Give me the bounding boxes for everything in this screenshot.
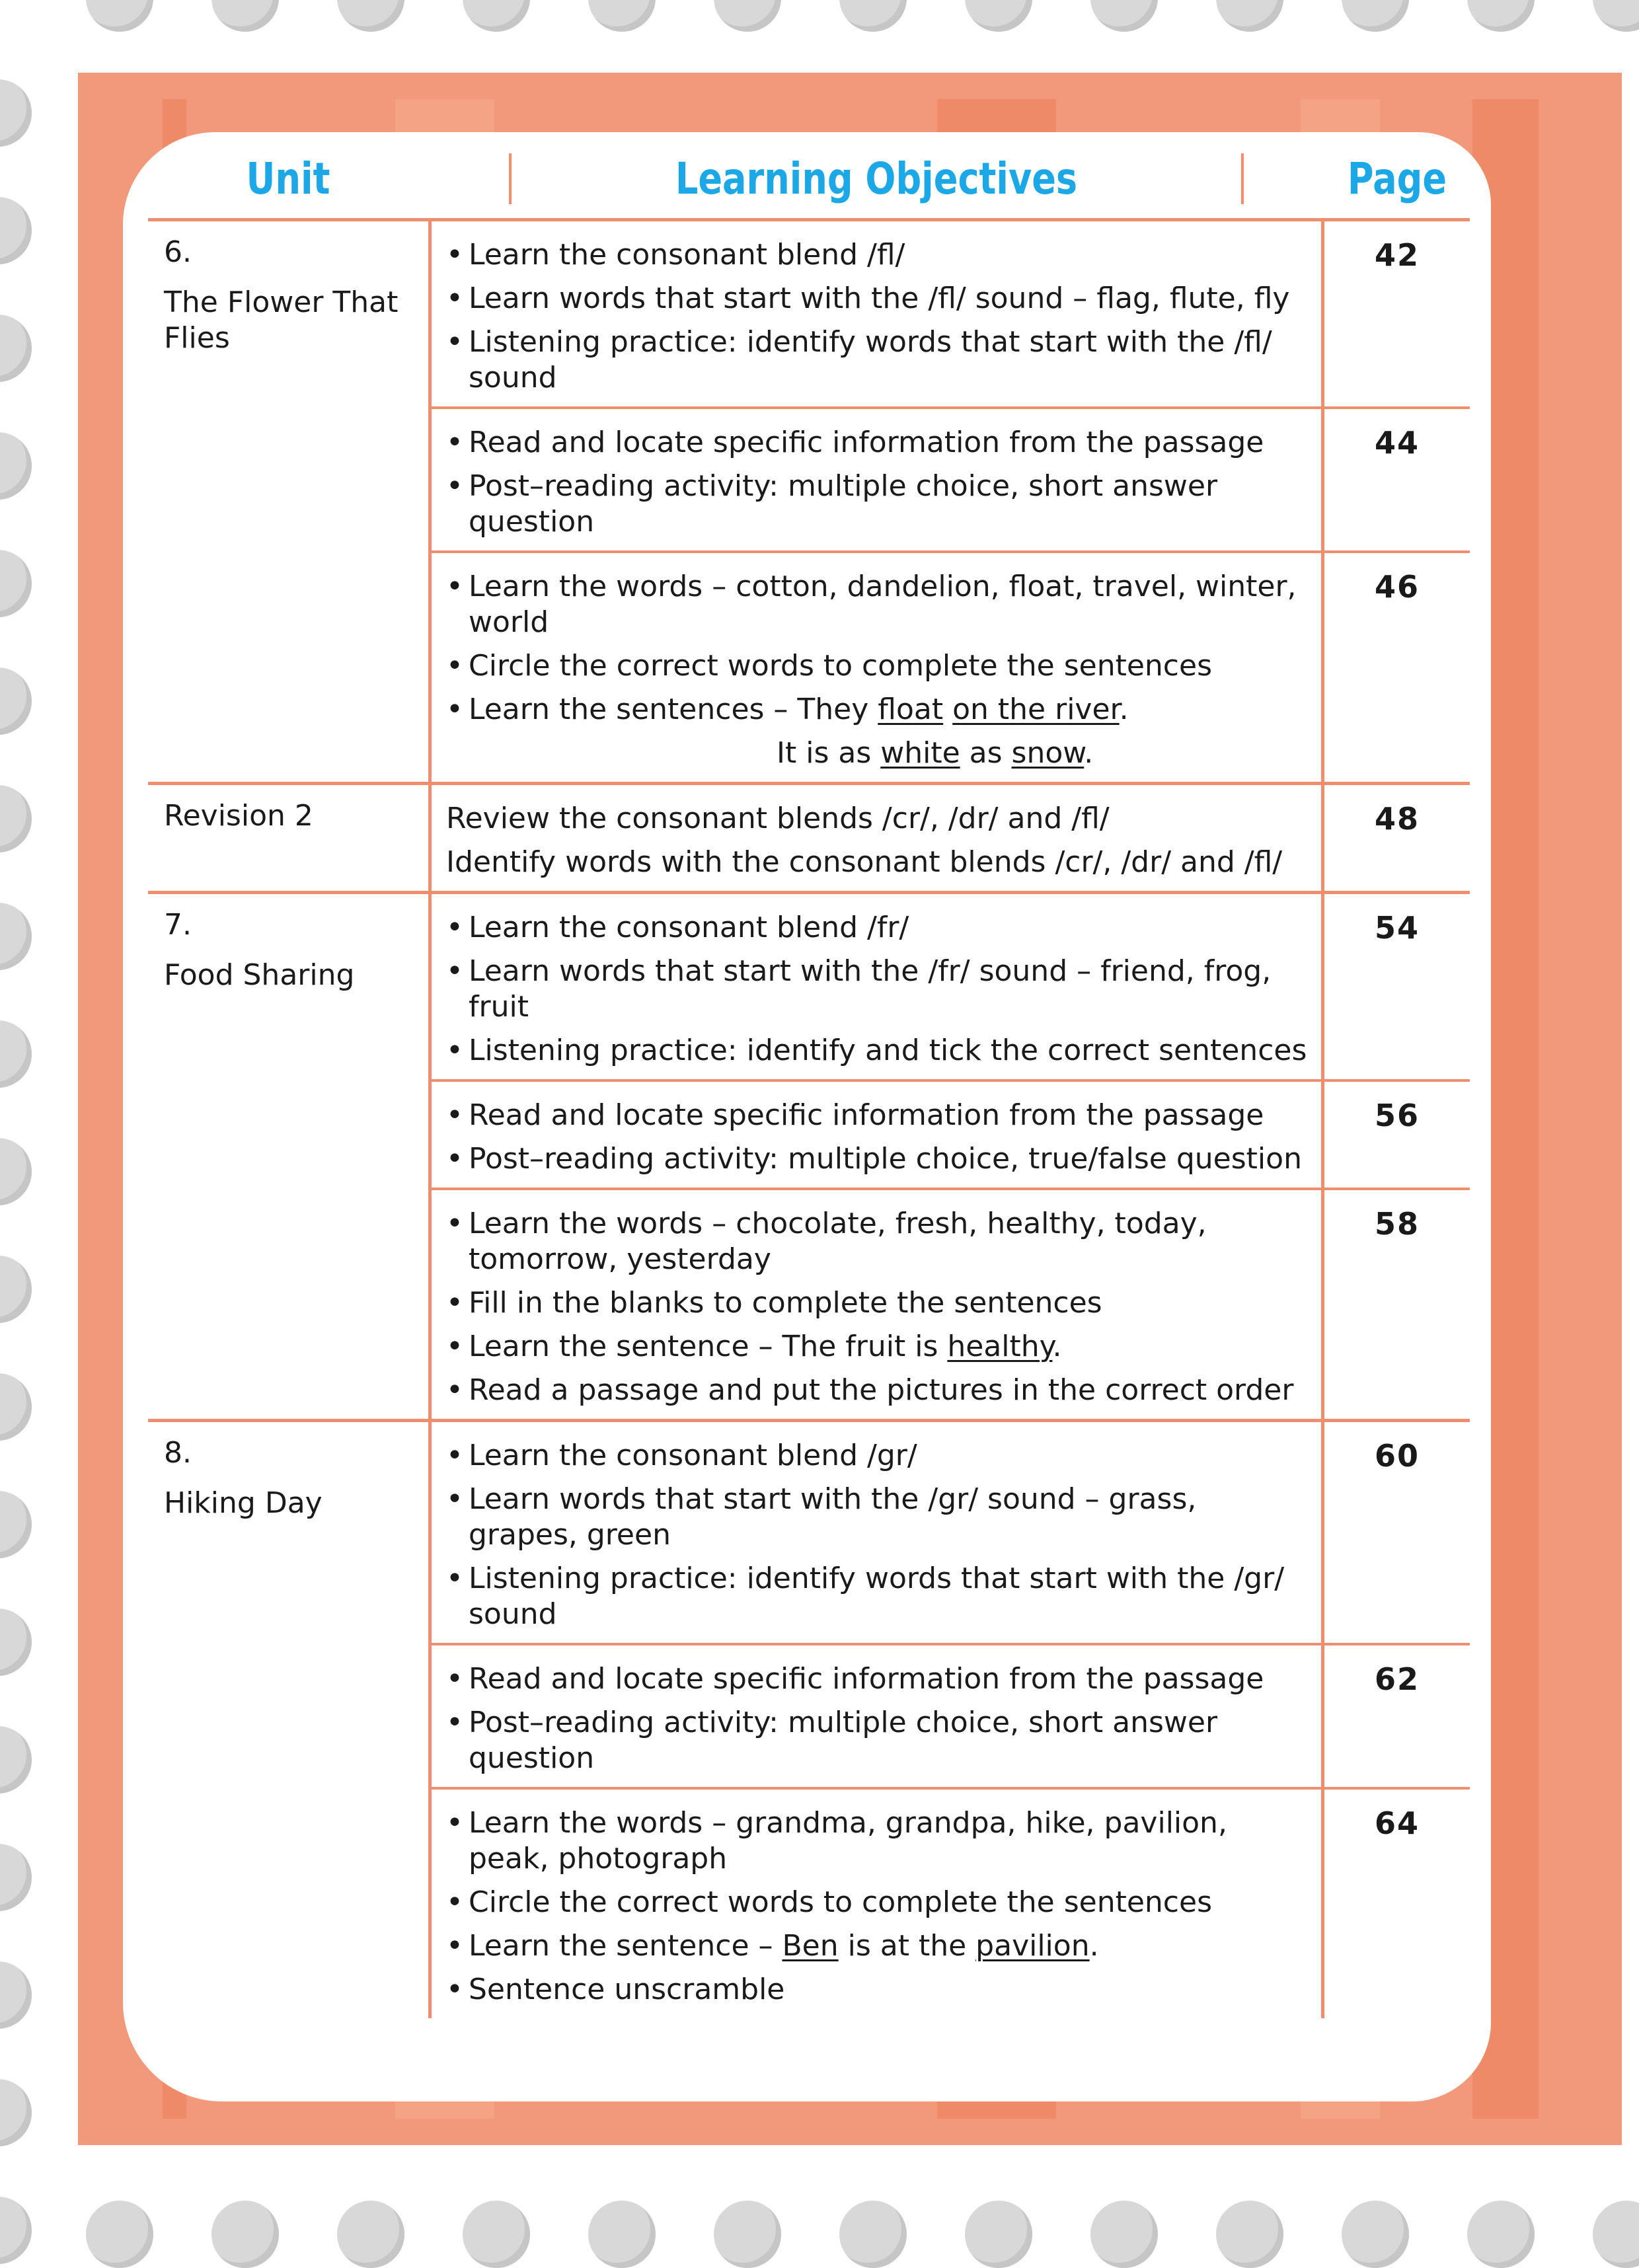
bullet-icon: •	[446, 426, 463, 459]
decorative-dot	[0, 1608, 32, 1676]
unit-title: Revision 2	[164, 799, 313, 833]
objective-text: Learn the words – grandma, grandpa, hike, pavilion, peak, photograph	[469, 1806, 1227, 1875]
objective-item	[446, 1805, 1312, 1877]
objective-text: Learn words that start with the /fl/ sound – flag, flute, fly	[469, 282, 1290, 315]
bullet-icon: •	[446, 1142, 463, 1176]
sentence-item	[446, 1928, 1312, 1964]
objective-item	[446, 910, 1312, 946]
decorative-dot	[0, 2197, 32, 2264]
decorative-dot	[588, 2201, 656, 2268]
bullet-icon: •	[446, 1286, 463, 1320]
page-number: 48	[1374, 801, 1420, 837]
decorative-dot	[1090, 2201, 1158, 2268]
objective-item	[446, 237, 1312, 273]
objective-text: Listening practice: identify words that start with the /gr/ sound	[469, 1562, 1285, 1631]
decorative-dot	[1342, 0, 1409, 32]
bullet-icon: •	[446, 649, 463, 683]
decorative-dot	[211, 2201, 279, 2268]
decorative-dot	[1342, 2201, 1409, 2268]
decorative-dot	[0, 2079, 32, 2146]
underlined-word: healthy	[947, 1330, 1053, 1363]
decorative-dot	[0, 79, 32, 147]
objective-item	[446, 648, 1312, 684]
decorative-dot	[839, 0, 907, 32]
decorative-dot	[1593, 2201, 1639, 2268]
page-number: 42	[1374, 237, 1420, 273]
objectives-group	[428, 221, 1470, 782]
page-number: 62	[1374, 1661, 1420, 1697]
objectives-heading: Learning Objectives	[509, 153, 1244, 204]
unit-cell	[148, 221, 428, 782]
underlined-word: on the river	[952, 693, 1120, 726]
decorative-dot	[0, 1020, 32, 1088]
bullet-icon: •	[446, 325, 463, 359]
decorative-dot	[463, 0, 530, 32]
bullet-icon: •	[446, 1706, 463, 1739]
objective-item	[446, 569, 1312, 640]
decorative-dot	[0, 550, 32, 617]
bullet-icon: •	[446, 954, 463, 988]
objectives-cell	[428, 1422, 1324, 1643]
objective-item	[446, 1285, 1312, 1321]
decorative-dot	[0, 1256, 32, 1323]
objective-text: Listening practice: identify words that start with the /fl/ sound	[469, 325, 1272, 395]
sentence-item	[446, 736, 1312, 771]
objective-text: Post–reading activity: multiple choice, short answer question	[469, 1706, 1218, 1775]
objective-text: Circle the correct words to complete the sentences	[469, 1885, 1212, 1919]
bullet-icon: •	[446, 469, 463, 503]
lesson-row	[428, 553, 1470, 782]
page-number: 60	[1374, 1438, 1420, 1474]
objective-text: It is as white as snow.	[777, 736, 1094, 770]
bullet-icon: •	[446, 693, 463, 726]
objectives-cell	[428, 1190, 1324, 1419]
objective-text: Learn words that start with the /fr/ sound – friend, frog, fruit	[469, 954, 1272, 1024]
objective-item	[446, 1705, 1312, 1776]
unit-title: Food Sharing	[164, 958, 355, 992]
lesson-row	[428, 785, 1470, 891]
decorative-dot	[1467, 2201, 1535, 2268]
decorative-dot	[839, 2201, 907, 2268]
decorative-dot	[1593, 0, 1639, 32]
objective-item	[446, 281, 1312, 317]
objective-item	[446, 425, 1312, 461]
objective-text: Post–reading activity: multiple choice, true/false question	[469, 1142, 1302, 1176]
objective-text: Learn the consonant blend /fl/	[469, 238, 905, 272]
unit-number: 7.	[164, 908, 192, 942]
objective-item: Identify words with the consonant blends /cr/, /dr/ and /fl/	[446, 845, 1283, 879]
lesson-row	[428, 1790, 1470, 2018]
objective-item	[446, 954, 1312, 1025]
objective-item	[446, 1885, 1312, 1920]
objective-item	[446, 1438, 1312, 1474]
unit-row	[148, 221, 1470, 785]
objectives-cell	[428, 221, 1324, 406]
objective-text: Learn the words – cotton, dandelion, float, travel, winter, world	[469, 570, 1297, 639]
objective-item	[446, 1972, 1312, 2008]
objective-item	[446, 1373, 1312, 1408]
lesson-row	[428, 1422, 1470, 1645]
decorative-dot	[0, 667, 32, 735]
contents-table	[148, 139, 1470, 2018]
decorative-dot	[0, 1844, 32, 1911]
objective-item: Review the consonant blends /cr/, /dr/ and /fl/	[446, 802, 1110, 835]
decorative-dot	[0, 1726, 32, 1794]
objective-text: Learn words that start with the /gr/ sound – grass, grapes, green	[469, 1482, 1197, 1552]
objective-item	[446, 1098, 1312, 1133]
objective-text: Learn the consonant blend /gr/	[469, 1439, 917, 1472]
objective-text: Learn the sentence – The fruit is healthy.	[469, 1330, 1062, 1363]
unit-cell	[148, 785, 428, 891]
objective-text: Sentence unscramble	[469, 1973, 785, 2006]
bullet-icon: •	[446, 1885, 463, 1919]
bullet-icon: •	[446, 570, 463, 603]
unit-row	[148, 785, 1470, 894]
decorative-dot	[1467, 0, 1535, 32]
underlined-word: float	[878, 693, 944, 726]
objective-item	[446, 1661, 1312, 1697]
underlined-word: snow	[1011, 736, 1085, 770]
lesson-row	[428, 221, 1470, 409]
unit-title: The Flower That Flies	[164, 285, 399, 355]
unit-number: 6.	[164, 235, 192, 269]
decorative-dot	[86, 0, 153, 32]
page-number: 54	[1374, 910, 1420, 946]
decorative-dot	[337, 2201, 404, 2268]
unit-row	[148, 894, 1470, 1422]
bullet-icon: •	[446, 1207, 463, 1240]
unit-row	[148, 1422, 1470, 2018]
objective-text: Listening practice: identify and tick the correct sentences	[469, 1034, 1307, 1067]
lesson-row	[428, 894, 1470, 1082]
objective-item	[446, 1561, 1312, 1632]
objective-item	[446, 469, 1312, 540]
bullet-icon: •	[446, 1034, 463, 1067]
objectives-group	[428, 785, 1470, 891]
decorative-dot	[0, 197, 32, 264]
decorative-dot	[965, 2201, 1032, 2268]
objectives-group	[428, 1422, 1470, 2018]
decorative-dot	[588, 0, 656, 32]
unit-heading: Unit	[246, 153, 330, 204]
bullet-icon: •	[446, 1098, 463, 1132]
objective-item	[446, 1033, 1312, 1069]
decorative-dot	[211, 0, 279, 32]
objective-item	[446, 324, 1312, 396]
table-body	[148, 221, 1470, 2018]
table-header	[148, 139, 1470, 221]
decorative-dot	[1216, 0, 1283, 32]
objectives-group	[428, 894, 1470, 1419]
bullet-icon: •	[446, 1806, 463, 1840]
lesson-row	[428, 1082, 1470, 1190]
page-number: 56	[1374, 1098, 1420, 1133]
objectives-cell	[428, 553, 1324, 782]
objective-text: Read and locate specific information from the passage	[469, 426, 1264, 459]
lesson-row	[428, 1645, 1470, 1790]
unit-cell	[148, 1422, 428, 2018]
bullet-icon: •	[446, 911, 463, 944]
unit-title: Hiking Day	[164, 1486, 323, 1520]
objectives-cell	[428, 894, 1324, 1079]
underlined-word: pavilion	[975, 1929, 1090, 1963]
bullet-icon: •	[446, 238, 463, 272]
decorative-dot	[714, 0, 781, 32]
objective-text: Learn the sentence – Ben is at the pavilion.	[469, 1929, 1099, 1963]
page-number: 44	[1374, 425, 1420, 461]
decorative-dot	[86, 2201, 153, 2268]
bullet-icon: •	[446, 1330, 463, 1363]
bullet-icon: •	[446, 1662, 463, 1696]
objective-text: Read a passage and put the pictures in the correct order	[469, 1373, 1294, 1407]
sentence-item	[446, 1329, 1312, 1365]
objectives-cell	[428, 785, 1324, 891]
decorative-dot	[0, 315, 32, 382]
bullet-icon: •	[446, 1929, 463, 1963]
decorative-dot	[337, 0, 404, 32]
bullet-icon: •	[446, 1439, 463, 1472]
page-number: 46	[1374, 569, 1420, 605]
decorative-dot	[0, 785, 32, 852]
underlined-word: white	[880, 736, 960, 770]
decorative-dot	[0, 903, 32, 970]
objectives-cell	[428, 1645, 1324, 1787]
bullet-icon: •	[446, 1562, 463, 1595]
bullet-icon: •	[446, 282, 463, 315]
bullet-icon: •	[446, 1482, 463, 1516]
objective-text: Post–reading activity: multiple choice, short answer question	[469, 469, 1218, 539]
objective-text: Circle the correct words to complete the sentences	[469, 649, 1212, 683]
lesson-row	[428, 1190, 1470, 1419]
objectives-cell	[428, 1790, 1324, 2018]
bullet-icon: •	[446, 1973, 463, 2006]
decorative-dot	[0, 1961, 32, 2029]
page-heading: Page	[1347, 153, 1447, 204]
objective-item	[446, 1482, 1312, 1553]
decorative-dot	[0, 432, 32, 500]
page-number: 64	[1374, 1805, 1420, 1841]
decorative-dot	[965, 0, 1032, 32]
objective-text: Fill in the blanks to complete the sentences	[469, 1286, 1102, 1320]
objective-text: Learn the words – chocolate, fresh, healthy, today, tomorrow, yesterday	[469, 1207, 1207, 1276]
decorative-dot	[714, 2201, 781, 2268]
decorative-dot	[463, 2201, 530, 2268]
decorative-dot	[1216, 2201, 1283, 2268]
page-number: 58	[1374, 1206, 1420, 1242]
objective-text: Read and locate specific information from the passage	[469, 1662, 1264, 1696]
underlined-word: Ben	[782, 1929, 839, 1963]
objective-text: Read and locate specific information from the passage	[469, 1098, 1264, 1132]
objectives-cell	[428, 1082, 1324, 1188]
objective-text: Learn the sentences – They float on the river.	[469, 693, 1129, 726]
decorative-dot	[1090, 0, 1158, 32]
sentence-item	[446, 692, 1312, 728]
decorative-dot	[0, 1491, 32, 1558]
bullet-icon: •	[446, 1373, 463, 1407]
lesson-row	[428, 409, 1470, 553]
unit-cell	[148, 894, 428, 1419]
objective-item	[446, 1206, 1312, 1277]
decorative-dot	[0, 1138, 32, 1205]
unit-number: 8.	[164, 1436, 192, 1470]
objectives-cell	[428, 409, 1324, 550]
decorative-dot	[0, 1373, 32, 1441]
objective-text: Learn the consonant blend /fr/	[469, 911, 909, 944]
objective-item	[446, 1141, 1312, 1177]
